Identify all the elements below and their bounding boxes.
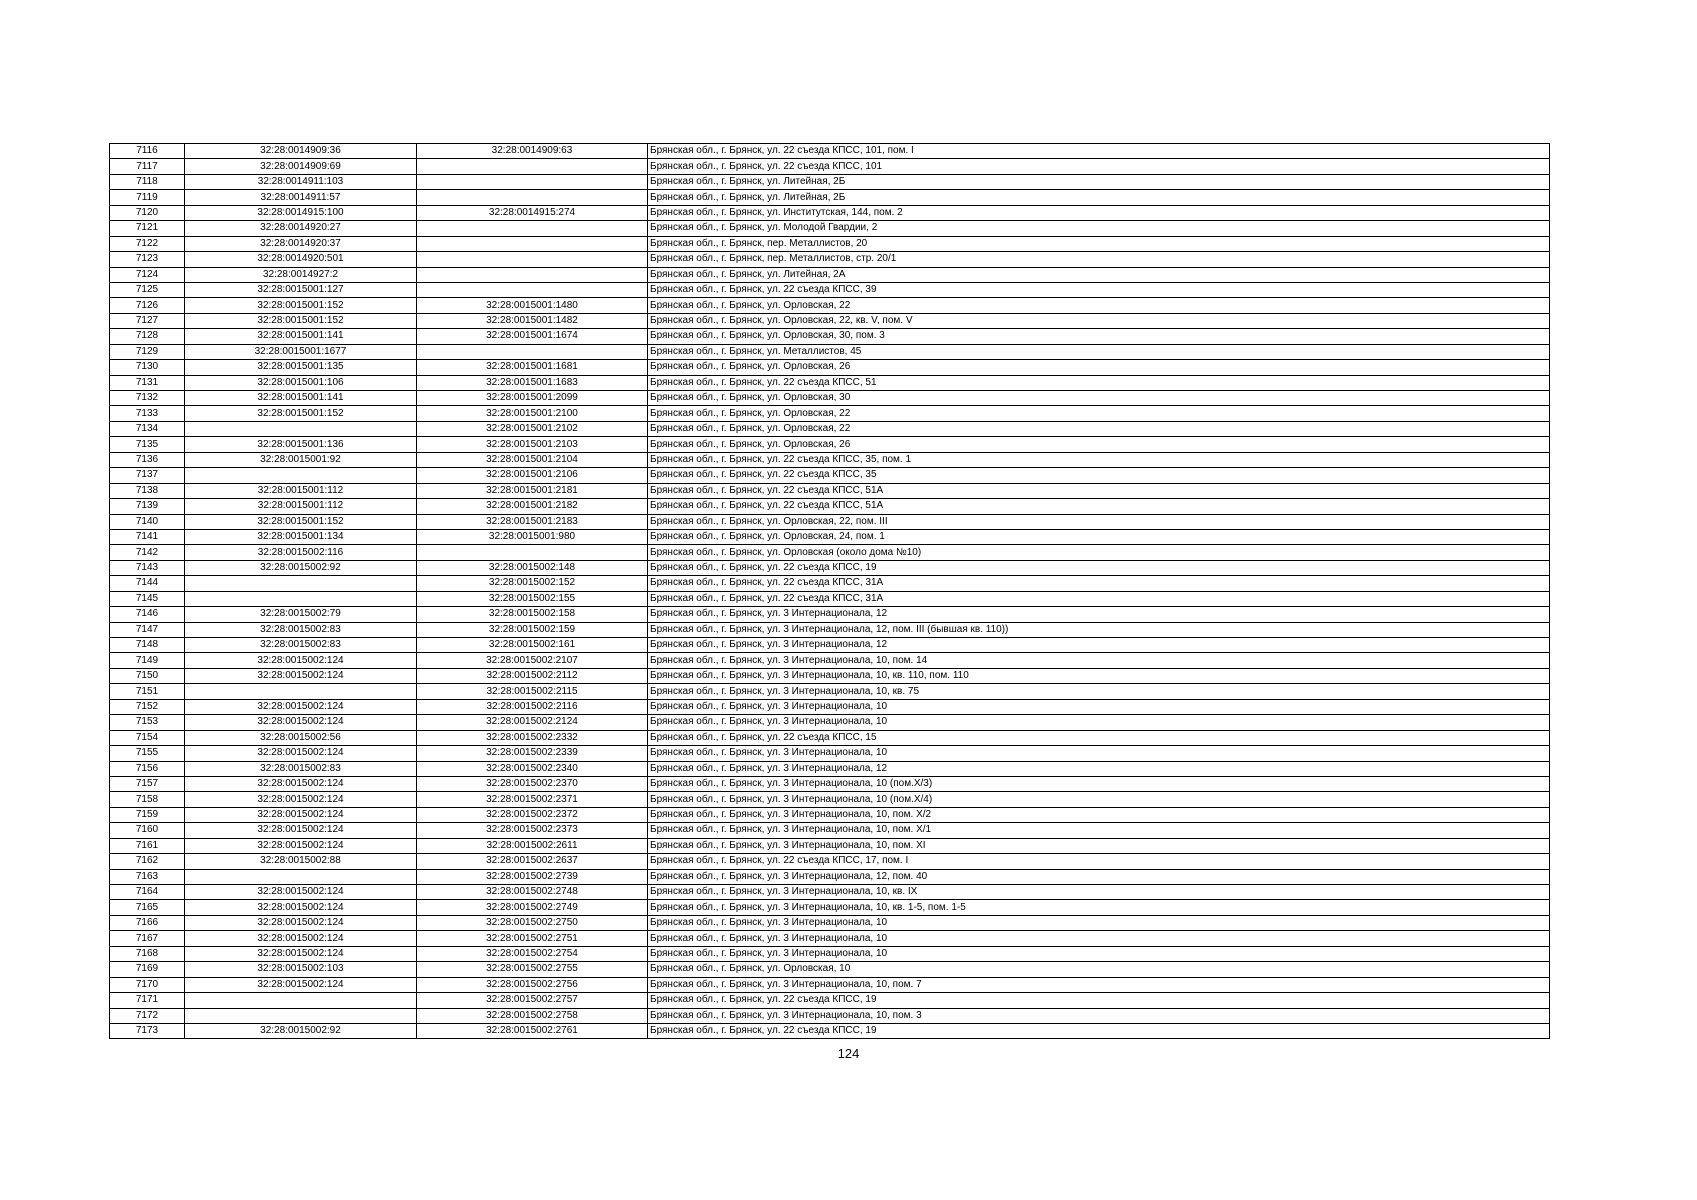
address-cell: Брянская обл., г. Брянск, ул. 3 Интернационала, 10, пом. 14: [648, 653, 1550, 668]
table-row: [110, 730, 1550, 745]
table-row: [110, 483, 1550, 498]
parcel-number-cell: 32:28:0015002:124: [185, 653, 417, 668]
parcel-number-cell: 32:28:0015002:83: [185, 638, 417, 653]
table-row: [110, 499, 1550, 514]
address-cell: Брянская обл., г. Брянск, ул. 3 Интернационала, 10, пом. Х/1: [648, 823, 1550, 838]
table-row: [110, 869, 1550, 884]
parcel-number-cell: 32:28:0015001:135: [185, 360, 417, 375]
table-row: [110, 823, 1550, 838]
object-number-cell: 32:28:0015002:2755: [417, 962, 648, 977]
object-number-cell: 32:28:0015001:2104: [417, 452, 648, 467]
table-row: [110, 684, 1550, 699]
address-cell: Брянская обл., г. Брянск, ул. 22 съезда КПСС, 19: [648, 993, 1550, 1008]
address-cell: Брянская обл., г. Брянск, ул. Металлистов, 45: [648, 344, 1550, 359]
object-number-cell: 32:28:0014909:63: [417, 144, 648, 159]
parcel-number-cell: 32:28:0015002:124: [185, 946, 417, 961]
address-cell: Брянская обл., г. Брянск, ул. 22 съезда КПСС, 51А: [648, 499, 1550, 514]
table-row: [110, 607, 1550, 622]
table-row: [110, 437, 1550, 452]
address-cell: Брянская обл., г. Брянск, ул. Молодой Гвардии, 2: [648, 221, 1550, 236]
parcel-number-cell: 32:28:0014920:27: [185, 221, 417, 236]
address-cell: Брянская обл., г. Брянск, ул. 3 Интернационала, 10: [648, 915, 1550, 930]
address-cell: Брянская обл., г. Брянск, ул. Литейная, 2Б: [648, 190, 1550, 205]
row-number-cell: 7140: [110, 514, 185, 529]
table-row: [110, 360, 1550, 375]
address-cell: Брянская обл., г. Брянск, ул. Институтская, 144, пом. 2: [648, 205, 1550, 220]
row-number-cell: 7163: [110, 869, 185, 884]
table-row: [110, 993, 1550, 1008]
parcel-number-cell: 32:28:0015002:124: [185, 699, 417, 714]
address-cell: Брянская обл., г. Брянск, ул. Орловская, 22: [648, 298, 1550, 313]
object-number-cell: 32:28:0015001:2103: [417, 437, 648, 452]
object-number-cell: [417, 344, 648, 359]
parcel-number-cell: [185, 421, 417, 436]
parcel-number-cell: 32:28:0015001:92: [185, 452, 417, 467]
parcel-number-cell: 32:28:0014909:36: [185, 144, 417, 159]
object-number-cell: 32:28:0015001:2099: [417, 391, 648, 406]
object-number-cell: [417, 174, 648, 189]
table-row: [110, 329, 1550, 344]
address-cell: Брянская обл., г. Брянск, ул. Орловская, 22: [648, 406, 1550, 421]
parcel-number-cell: [185, 684, 417, 699]
object-number-cell: [417, 545, 648, 560]
row-number-cell: 7166: [110, 915, 185, 930]
row-number-cell: 7148: [110, 638, 185, 653]
table-row: [110, 298, 1550, 313]
address-cell: Брянская обл., г. Брянск, ул. 3 Интернационала, 10, пом. Х/2: [648, 807, 1550, 822]
parcel-number-cell: 32:28:0015002:56: [185, 730, 417, 745]
row-number-cell: 7149: [110, 653, 185, 668]
table-row: [110, 854, 1550, 869]
row-number-cell: 7134: [110, 421, 185, 436]
row-number-cell: 7142: [110, 545, 185, 560]
object-number-cell: 32:28:0015002:155: [417, 591, 648, 606]
table-row: [110, 529, 1550, 544]
object-number-cell: [417, 267, 648, 282]
object-number-cell: 32:28:0015001:1480: [417, 298, 648, 313]
parcel-number-cell: 32:28:0014920:501: [185, 252, 417, 267]
address-cell: Брянская обл., г. Брянск, ул. Орловская, 10: [648, 962, 1550, 977]
parcel-number-cell: 32:28:0015001:136: [185, 437, 417, 452]
object-number-cell: [417, 190, 648, 205]
table-row: [110, 560, 1550, 575]
row-number-cell: 7143: [110, 560, 185, 575]
address-cell: Брянская обл., г. Брянск, ул. Орловская, 26: [648, 360, 1550, 375]
row-number-cell: 7118: [110, 174, 185, 189]
address-cell: Брянская обл., г. Брянск, ул. 3 Интернационала, 10: [648, 931, 1550, 946]
object-number-cell: [417, 159, 648, 174]
row-number-cell: 7123: [110, 252, 185, 267]
parcel-number-cell: 32:28:0015001:152: [185, 406, 417, 421]
object-number-cell: 32:28:0015002:148: [417, 560, 648, 575]
parcel-number-cell: 32:28:0015002:116: [185, 545, 417, 560]
object-number-cell: 32:28:0015002:2124: [417, 715, 648, 730]
row-number-cell: 7137: [110, 468, 185, 483]
object-number-cell: 32:28:0015001:980: [417, 529, 648, 544]
row-number-cell: 7151: [110, 684, 185, 699]
parcel-number-cell: 32:28:0015002:124: [185, 885, 417, 900]
row-number-cell: 7144: [110, 576, 185, 591]
row-number-cell: 7124: [110, 267, 185, 282]
parcel-number-cell: 32:28:0015002:124: [185, 931, 417, 946]
row-number-cell: 7161: [110, 838, 185, 853]
address-cell: Брянская обл., г. Брянск, ул. Орловская, 30: [648, 391, 1550, 406]
object-number-cell: 32:28:0015002:2107: [417, 653, 648, 668]
table-row: [110, 591, 1550, 606]
address-cell: Брянская обл., г. Брянск, ул. Орловская, 30, пом. 3: [648, 329, 1550, 344]
row-number-cell: 7155: [110, 746, 185, 761]
table-row: [110, 915, 1550, 930]
row-number-cell: 7154: [110, 730, 185, 745]
row-number-cell: 7120: [110, 205, 185, 220]
row-number-cell: 7138: [110, 483, 185, 498]
parcel-number-cell: 32:28:0015002:124: [185, 715, 417, 730]
table-row: [110, 746, 1550, 761]
parcel-number-cell: 32:28:0015001:134: [185, 529, 417, 544]
parcel-number-cell: 32:28:0015002:124: [185, 977, 417, 992]
page-number: 124: [837, 1046, 860, 1061]
row-number-cell: 7128: [110, 329, 185, 344]
address-cell: Брянская обл., г. Брянск, ул. 3 Интернационала, 12, пом. 40: [648, 869, 1550, 884]
table-row: [110, 622, 1550, 637]
row-number-cell: 7133: [110, 406, 185, 421]
address-cell: Брянская обл., г. Брянск, ул. Орловская, 22, кв. V, пом. V: [648, 313, 1550, 328]
parcel-number-cell: 32:28:0015001:152: [185, 313, 417, 328]
table-row: [110, 391, 1550, 406]
parcel-number-cell: 32:28:0014920:37: [185, 236, 417, 251]
object-number-cell: 32:28:0015002:2112: [417, 668, 648, 683]
table-row: [110, 468, 1550, 483]
object-number-cell: 32:28:0015002:2372: [417, 807, 648, 822]
object-number-cell: 32:28:0015002:161: [417, 638, 648, 653]
row-number-cell: 7131: [110, 375, 185, 390]
table-row: [110, 421, 1550, 436]
table-row: [110, 638, 1550, 653]
object-number-cell: 32:28:0015002:2371: [417, 792, 648, 807]
row-number-cell: 7159: [110, 807, 185, 822]
object-number-cell: 32:28:0015001:2182: [417, 499, 648, 514]
object-number-cell: 32:28:0015002:2340: [417, 761, 648, 776]
object-number-cell: 32:28:0015001:1683: [417, 375, 648, 390]
row-number-cell: 7173: [110, 1023, 185, 1038]
parcel-number-cell: 32:28:0015002:92: [185, 1023, 417, 1038]
address-cell: Брянская обл., г. Брянск, ул. 22 съезда КПСС, 31А: [648, 591, 1550, 606]
table-row: [110, 205, 1550, 220]
address-cell: Брянская обл., г. Брянск, ул. 3 Интернационала, 10: [648, 746, 1550, 761]
object-number-cell: 32:28:0015002:2748: [417, 885, 648, 900]
table-row: [110, 977, 1550, 992]
object-number-cell: 32:28:0015002:2370: [417, 776, 648, 791]
object-number-cell: 32:28:0015002:2611: [417, 838, 648, 853]
registry-table-body: [110, 144, 1550, 1039]
parcel-number-cell: 32:28:0015002:83: [185, 622, 417, 637]
parcel-number-cell: 32:28:0014911:57: [185, 190, 417, 205]
address-cell: Брянская обл., г. Брянск, ул. 3 Интернационала, 12: [648, 638, 1550, 653]
object-number-cell: 32:28:0015001:2100: [417, 406, 648, 421]
parcel-number-cell: [185, 468, 417, 483]
object-number-cell: 32:28:0015002:158: [417, 607, 648, 622]
address-cell: Брянская обл., г. Брянск, ул. 3 Интернационала, 10: [648, 946, 1550, 961]
table-row: [110, 375, 1550, 390]
object-number-cell: 32:28:0015002:2115: [417, 684, 648, 699]
address-cell: Брянская обл., г. Брянск, ул. Литейная, 2Б: [648, 174, 1550, 189]
table-row: [110, 792, 1550, 807]
address-cell: Брянская обл., г. Брянск, ул. 22 съезда КПСС, 31А: [648, 576, 1550, 591]
parcel-number-cell: 32:28:0015002:124: [185, 746, 417, 761]
object-number-cell: 32:28:0015002:2332: [417, 730, 648, 745]
parcel-number-cell: 32:28:0014915:100: [185, 205, 417, 220]
address-cell: Брянская обл., г. Брянск, ул. 22 съезда КПСС, 19: [648, 560, 1550, 575]
address-cell: Брянская обл., г. Брянск, ул. Орловская, 26: [648, 437, 1550, 452]
table-row: [110, 313, 1550, 328]
parcel-number-cell: 32:28:0015002:83: [185, 761, 417, 776]
object-number-cell: [417, 282, 648, 297]
parcel-number-cell: 32:28:0015002:124: [185, 807, 417, 822]
parcel-number-cell: 32:28:0014909:69: [185, 159, 417, 174]
address-cell: Брянская обл., г. Брянск, ул. 3 Интернационала, 10, кв. 75: [648, 684, 1550, 699]
table-row: [110, 699, 1550, 714]
row-number-cell: 7160: [110, 823, 185, 838]
row-number-cell: 7122: [110, 236, 185, 251]
address-cell: Брянская обл., г. Брянск, ул. Орловская (около дома №10): [648, 545, 1550, 560]
row-number-cell: 7156: [110, 761, 185, 776]
address-cell: Брянская обл., г. Брянск, ул. 3 Интернационала, 12: [648, 761, 1550, 776]
parcel-number-cell: 32:28:0015001:141: [185, 391, 417, 406]
parcel-number-cell: [185, 576, 417, 591]
address-cell: Брянская обл., г. Брянск, ул. 3 Интернационала, 10: [648, 699, 1550, 714]
parcel-number-cell: 32:28:0015001:1677: [185, 344, 417, 359]
row-number-cell: 7170: [110, 977, 185, 992]
table-row: [110, 406, 1550, 421]
object-number-cell: 32:28:0015001:2102: [417, 421, 648, 436]
address-cell: Брянская обл., г. Брянск, ул. 3 Интернационала, 10, кв. 1-5, пом. 1-5: [648, 900, 1550, 915]
parcel-number-cell: 32:28:0015002:124: [185, 823, 417, 838]
address-cell: Брянская обл., г. Брянск, ул. Орловская, 24, пом. 1: [648, 529, 1550, 544]
row-number-cell: 7157: [110, 776, 185, 791]
object-number-cell: 32:28:0015002:159: [417, 622, 648, 637]
row-number-cell: 7145: [110, 591, 185, 606]
parcel-number-cell: 32:28:0015001:112: [185, 499, 417, 514]
row-number-cell: 7171: [110, 993, 185, 1008]
address-cell: Брянская обл., г. Брянск, ул. 22 съезда КПСС, 39: [648, 282, 1550, 297]
table-row: [110, 885, 1550, 900]
object-number-cell: 32:28:0015001:1482: [417, 313, 648, 328]
address-cell: Брянская обл., г. Брянск, ул. 22 съезда КПСС, 19: [648, 1023, 1550, 1038]
address-cell: Брянская обл., г. Брянск, ул. 22 съезда КПСС, 17, пом. I: [648, 854, 1550, 869]
row-number-cell: 7121: [110, 221, 185, 236]
parcel-number-cell: 32:28:0015002:124: [185, 792, 417, 807]
object-number-cell: 32:28:0015002:2756: [417, 977, 648, 992]
address-cell: Брянская обл., г. Брянск, ул. 3 Интернационала, 10 (пом.Х/3): [648, 776, 1550, 791]
parcel-number-cell: 32:28:0015001:141: [185, 329, 417, 344]
row-number-cell: 7127: [110, 313, 185, 328]
row-number-cell: 7117: [110, 159, 185, 174]
table-row: [110, 545, 1550, 560]
parcel-number-cell: 32:28:0015002:124: [185, 776, 417, 791]
object-number-cell: 32:28:0015001:1681: [417, 360, 648, 375]
address-cell: Брянская обл., г. Брянск, ул. 3 Интернационала, 10, пом. XI: [648, 838, 1550, 853]
object-number-cell: [417, 252, 648, 267]
parcel-number-cell: 32:28:0015002:124: [185, 838, 417, 853]
row-number-cell: 7167: [110, 931, 185, 946]
row-number-cell: 7158: [110, 792, 185, 807]
parcel-number-cell: 32:28:0014927:2: [185, 267, 417, 282]
row-number-cell: 7147: [110, 622, 185, 637]
row-number-cell: 7126: [110, 298, 185, 313]
row-number-cell: 7172: [110, 1008, 185, 1023]
row-number-cell: 7146: [110, 607, 185, 622]
table-row: [110, 1023, 1550, 1038]
table-row: [110, 282, 1550, 297]
table-row: [110, 962, 1550, 977]
table-row: [110, 900, 1550, 915]
parcel-number-cell: 32:28:0015002:124: [185, 915, 417, 930]
table-row: [110, 653, 1550, 668]
object-number-cell: 32:28:0015001:2181: [417, 483, 648, 498]
address-cell: Брянская обл., г. Брянск, ул. 22 съезда КПСС, 35, пом. 1: [648, 452, 1550, 467]
address-cell: Брянская обл., г. Брянск, ул. 22 съезда КПСС, 101, пом. I: [648, 144, 1550, 159]
parcel-number-cell: 32:28:0015002:124: [185, 900, 417, 915]
table-row: [110, 267, 1550, 282]
parcel-number-cell: 32:28:0015002:103: [185, 962, 417, 977]
address-cell: Брянская обл., г. Брянск, ул. 3 Интернационала, 12, пом. III (бывшая кв. 110)): [648, 622, 1550, 637]
table-row: [110, 344, 1550, 359]
row-number-cell: 7125: [110, 282, 185, 297]
row-number-cell: 7139: [110, 499, 185, 514]
parcel-number-cell: 32:28:0015002:124: [185, 668, 417, 683]
row-number-cell: 7141: [110, 529, 185, 544]
object-number-cell: 32:28:0015002:2339: [417, 746, 648, 761]
registry-table: [109, 143, 1550, 1039]
object-number-cell: 32:28:0015002:2757: [417, 993, 648, 1008]
object-number-cell: 32:28:0015002:2116: [417, 699, 648, 714]
address-cell: Брянская обл., г. Брянск, ул. 22 съезда КПСС, 35: [648, 468, 1550, 483]
object-number-cell: 32:28:0015002:2637: [417, 854, 648, 869]
object-number-cell: [417, 221, 648, 236]
table-row: [110, 761, 1550, 776]
parcel-number-cell: 32:28:0015002:88: [185, 854, 417, 869]
table-row: [110, 668, 1550, 683]
parcel-number-cell: 32:28:0015001:152: [185, 514, 417, 529]
object-number-cell: 32:28:0015002:2754: [417, 946, 648, 961]
row-number-cell: 7162: [110, 854, 185, 869]
address-cell: Брянская обл., г. Брянск, ул. Литейная, 2А: [648, 267, 1550, 282]
table-row: [110, 807, 1550, 822]
object-number-cell: 32:28:0015002:2749: [417, 900, 648, 915]
object-number-cell: 32:28:0015002:152: [417, 576, 648, 591]
address-cell: Брянская обл., г. Брянск, ул. 3 Интернационала, 10, пом. 3: [648, 1008, 1550, 1023]
address-cell: Брянская обл., г. Брянск, пер. Металлистов, стр. 20/1: [648, 252, 1550, 267]
parcel-number-cell: 32:28:0014911:103: [185, 174, 417, 189]
address-cell: Брянская обл., г. Брянск, ул. 3 Интернационала, 10: [648, 715, 1550, 730]
table-row: [110, 452, 1550, 467]
row-number-cell: 7153: [110, 715, 185, 730]
object-number-cell: 32:28:0015001:2183: [417, 514, 648, 529]
row-number-cell: 7136: [110, 452, 185, 467]
object-number-cell: 32:28:0015002:2750: [417, 915, 648, 930]
object-number-cell: [417, 236, 648, 251]
row-number-cell: 7129: [110, 344, 185, 359]
address-cell: Брянская обл., г. Брянск, ул. Орловская, 22, пом. III: [648, 514, 1550, 529]
object-number-cell: 32:28:0015002:2758: [417, 1008, 648, 1023]
row-number-cell: 7168: [110, 946, 185, 961]
parcel-number-cell: 32:28:0015001:112: [185, 483, 417, 498]
address-cell: Брянская обл., г. Брянск, ул. 22 съезда КПСС, 15: [648, 730, 1550, 745]
address-cell: Брянская обл., г. Брянск, ул. 22 съезда КПСС, 51: [648, 375, 1550, 390]
object-number-cell: 32:28:0015001:2106: [417, 468, 648, 483]
parcel-number-cell: [185, 1008, 417, 1023]
parcel-number-cell: [185, 993, 417, 1008]
row-number-cell: 7130: [110, 360, 185, 375]
parcel-number-cell: [185, 591, 417, 606]
table-row: [110, 946, 1550, 961]
parcel-number-cell: 32:28:0015001:127: [185, 282, 417, 297]
table-row: [110, 931, 1550, 946]
address-cell: Брянская обл., г. Брянск, ул. 22 съезда КПСС, 51А: [648, 483, 1550, 498]
row-number-cell: 7132: [110, 391, 185, 406]
object-number-cell: 32:28:0015002:2739: [417, 869, 648, 884]
row-number-cell: 7119: [110, 190, 185, 205]
parcel-number-cell: 32:28:0015002:92: [185, 560, 417, 575]
row-number-cell: 7165: [110, 900, 185, 915]
table-row: [110, 715, 1550, 730]
row-number-cell: 7152: [110, 699, 185, 714]
address-cell: Брянская обл., г. Брянск, пер. Металлистов, 20: [648, 236, 1550, 251]
address-cell: Брянская обл., г. Брянск, ул. 3 Интернационала, 10 (пом.Х/4): [648, 792, 1550, 807]
table-row: [110, 1008, 1550, 1023]
table-row: [110, 159, 1550, 174]
table-row: [110, 776, 1550, 791]
object-number-cell: 32:28:0015002:2751: [417, 931, 648, 946]
object-number-cell: 32:28:0014915:274: [417, 205, 648, 220]
table-row: [110, 576, 1550, 591]
table-row: [110, 252, 1550, 267]
parcel-number-cell: 32:28:0015001:106: [185, 375, 417, 390]
parcel-number-cell: [185, 869, 417, 884]
table-row: [110, 221, 1550, 236]
object-number-cell: 32:28:0015002:2373: [417, 823, 648, 838]
table-row: [110, 514, 1550, 529]
address-cell: Брянская обл., г. Брянск, ул. 22 съезда КПСС, 101: [648, 159, 1550, 174]
address-cell: Брянская обл., г. Брянск, ул. 3 Интернационала, 10, кв. 110, пом. 110: [648, 668, 1550, 683]
address-cell: Брянская обл., г. Брянск, ул. 3 Интернационала, 10, кв. IX: [648, 885, 1550, 900]
row-number-cell: 7116: [110, 144, 185, 159]
row-number-cell: 7164: [110, 885, 185, 900]
address-cell: Брянская обл., г. Брянск, ул. 3 Интернационала, 12: [648, 607, 1550, 622]
table-row: [110, 174, 1550, 189]
row-number-cell: 7150: [110, 668, 185, 683]
parcel-number-cell: 32:28:0015001:152: [185, 298, 417, 313]
table-row: [110, 236, 1550, 251]
object-number-cell: 32:28:0015002:2761: [417, 1023, 648, 1038]
address-cell: Брянская обл., г. Брянск, ул. 3 Интернационала, 10, пом. 7: [648, 977, 1550, 992]
object-number-cell: 32:28:0015001:1674: [417, 329, 648, 344]
parcel-number-cell: 32:28:0015002:79: [185, 607, 417, 622]
address-cell: Брянская обл., г. Брянск, ул. Орловская, 22: [648, 421, 1550, 436]
row-number-cell: 7135: [110, 437, 185, 452]
table-row: [110, 144, 1550, 159]
row-number-cell: 7169: [110, 962, 185, 977]
table-row: [110, 838, 1550, 853]
table-row: [110, 190, 1550, 205]
